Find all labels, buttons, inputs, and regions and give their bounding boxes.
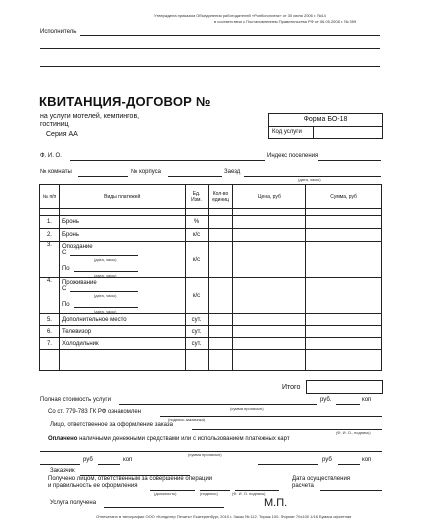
row-unit: сут. xyxy=(185,326,208,338)
table-header-row xyxy=(40,185,382,209)
row-stay-cell xyxy=(59,278,185,314)
fio-input[interactable] xyxy=(70,160,265,161)
paid-rub-input[interactable] xyxy=(40,464,80,465)
row-qty[interactable] xyxy=(208,326,233,338)
col-unit: Ед. Изм. xyxy=(185,185,208,209)
to-label: По xyxy=(61,266,70,272)
paid-line xyxy=(48,436,290,443)
col-sum: Сумма, руб xyxy=(306,185,382,209)
total-label: Итого xyxy=(282,384,301,391)
row-sum[interactable] xyxy=(306,278,382,314)
paid-kop-input-2[interactable] xyxy=(338,464,360,465)
paid-rub-2: руб xyxy=(322,457,332,463)
table-row[interactable] xyxy=(40,338,382,350)
row-sum[interactable] xyxy=(306,338,382,350)
row-qty[interactable] xyxy=(208,229,233,242)
row-sum[interactable] xyxy=(306,242,382,278)
row-unit: к/с xyxy=(185,278,208,314)
row-unit: % xyxy=(185,216,208,229)
paid-words-hint: (сумма прописью) xyxy=(188,452,222,457)
executor-line-3[interactable] xyxy=(40,66,380,67)
full-cost-hint: (сумма прописью) xyxy=(230,406,264,411)
fio-hint: (Ф. И. О. подпись) xyxy=(232,491,266,496)
table-row[interactable] xyxy=(40,229,382,242)
index-label: Индекс поселения xyxy=(267,153,319,159)
row-qty[interactable] xyxy=(208,216,233,229)
received-label-2: и правильность ее оформления xyxy=(48,483,138,489)
to-label: По xyxy=(61,302,70,308)
row-label: Телевизор xyxy=(59,326,185,338)
approval-note-2: в соответствии с Постановлением Правительства РФ от 06.05.2008 г. № 359 xyxy=(214,19,357,24)
calc-date-label-2: расчета xyxy=(292,483,314,489)
table-row[interactable] xyxy=(40,278,382,314)
stay-to xyxy=(62,302,183,312)
subtitle-2: гостиниц xyxy=(40,121,69,128)
paid-bold: Оплачено xyxy=(48,436,78,442)
stay-to-hint: (дата, часы) xyxy=(93,309,117,314)
row-price[interactable] xyxy=(233,216,306,229)
paid-rub: руб xyxy=(83,457,93,463)
approval-note: Утверждена приказом Объединения работодателей «Ропбогслиега» от 30 июня 2006 г. №14 xyxy=(154,13,326,18)
table-spacer-row xyxy=(40,209,382,216)
row-sum[interactable] xyxy=(306,229,382,242)
late-from xyxy=(62,250,183,266)
row-label: Бронь xyxy=(59,229,185,242)
late-to-input[interactable] xyxy=(74,271,138,272)
table-spacer-row xyxy=(40,350,382,371)
paid-kop-input[interactable] xyxy=(98,464,120,465)
late-to-hint: (дата, часы) xyxy=(93,273,117,278)
stay-from xyxy=(62,286,183,302)
row-label: Проживание xyxy=(61,280,97,286)
row-num: 3. xyxy=(40,242,60,278)
room-label: № комнаты xyxy=(40,169,72,175)
row-price[interactable] xyxy=(233,242,306,278)
row-label: Опоздание xyxy=(61,244,93,250)
client-label: Заказчик xyxy=(50,468,75,474)
col-qty: Кол-во единиц xyxy=(208,185,233,209)
full-cost-kop: коп xyxy=(362,397,372,403)
service-code-label: Код услуги xyxy=(272,129,302,135)
row-price[interactable] xyxy=(233,338,306,350)
row-unit: к/с xyxy=(185,229,208,242)
late-from-input[interactable] xyxy=(70,255,138,256)
room-input[interactable] xyxy=(78,176,128,177)
row-sum[interactable] xyxy=(306,314,382,326)
responsible-label: Лицо, ответственное за оформление заказа xyxy=(50,422,173,428)
service-code-divider xyxy=(313,126,314,138)
articles-label: Со ст. 779-783 ГК РФ ознакомлен xyxy=(48,409,141,415)
articles-hint: (подпись заказчика) xyxy=(168,417,206,422)
responsible-hint: (Ф. И. О., подпись) xyxy=(336,430,371,435)
service-received-input[interactable] xyxy=(104,507,224,508)
row-num: 2. xyxy=(40,229,60,242)
row-price[interactable] xyxy=(233,326,306,338)
stay-from-input[interactable] xyxy=(70,291,138,292)
table-row[interactable] xyxy=(40,326,382,338)
form-code: Форма БО-18 xyxy=(303,116,348,123)
service-code-box[interactable] xyxy=(268,126,383,139)
position-hint: (должность) xyxy=(154,491,177,496)
full-cost-input[interactable] xyxy=(119,404,317,405)
table-row[interactable] xyxy=(40,242,382,278)
row-qty[interactable] xyxy=(208,338,233,350)
row-price[interactable] xyxy=(233,314,306,326)
signature-hint: (подпись) xyxy=(200,491,218,496)
row-num: 6. xyxy=(40,326,60,338)
row-label: Дополнительное место xyxy=(59,314,185,326)
form-code-box xyxy=(268,113,383,127)
from-label: С xyxy=(61,286,67,292)
row-num: 4. xyxy=(40,278,60,314)
total-box[interactable] xyxy=(306,380,383,394)
fio-label: Ф. И. О. xyxy=(40,153,62,159)
row-num: 5. xyxy=(40,314,60,326)
full-cost-kop-input[interactable] xyxy=(336,404,360,405)
stay-to-input[interactable] xyxy=(74,307,138,308)
row-sum[interactable] xyxy=(306,326,382,338)
paid-kop-2: коп xyxy=(362,457,372,463)
series: Серия АА xyxy=(46,131,78,138)
executor-line[interactable] xyxy=(80,35,380,36)
arrival-label: Заезд xyxy=(224,169,241,175)
table-row[interactable] xyxy=(40,216,382,229)
row-late-cell xyxy=(59,242,185,278)
arrival-hint: (дата, часы) xyxy=(298,177,321,182)
calc-date-label: Дата осуществления xyxy=(292,476,351,482)
row-num: 1. xyxy=(40,216,60,229)
calc-date-input[interactable] xyxy=(320,490,382,491)
row-unit: сут. xyxy=(185,314,208,326)
late-to xyxy=(62,266,183,276)
building-label: № корпуса xyxy=(131,169,161,175)
full-cost-rub: руб. xyxy=(320,397,332,403)
col-num: № п/п xyxy=(40,185,60,209)
row-qty[interactable] xyxy=(208,314,233,326)
service-received-label: Услуга получена xyxy=(50,500,97,506)
row-label: Холодильник xyxy=(59,338,185,350)
paid-text: наличными денежными средствами или с использованием платежных карт xyxy=(79,436,290,442)
from-label: С xyxy=(61,250,67,256)
late-from-hint: (дата, часы) xyxy=(93,257,117,262)
subtitle: на услуги мотелей, кемпингов, xyxy=(40,113,140,120)
col-type: Виды платежей xyxy=(59,185,185,209)
building-input[interactable] xyxy=(168,176,222,177)
row-num: 7. xyxy=(40,338,60,350)
paid-kop: коп xyxy=(123,457,133,463)
document-title: КВИТАНЦИЯ-ДОГОВОР № xyxy=(39,94,211,109)
executor-line-2[interactable] xyxy=(40,48,380,49)
paid-rub-input-2[interactable] xyxy=(258,464,318,465)
executor-label: Исполнитель xyxy=(40,29,77,35)
full-cost-label: Полная стоимость услуги xyxy=(40,397,111,403)
row-qty[interactable] xyxy=(208,242,233,278)
stamp-place: М.П. xyxy=(264,497,288,509)
row-price[interactable] xyxy=(233,278,306,314)
stay-from-hint: (дата, часы) xyxy=(93,293,117,298)
row-qty[interactable] xyxy=(208,278,233,314)
received-label: Получено лицом, ответственным за совершение операции xyxy=(48,476,213,482)
index-input[interactable] xyxy=(318,160,381,161)
col-price: Цена, руб xyxy=(233,185,306,209)
payments-table xyxy=(39,184,382,371)
row-unit: сут. xyxy=(185,338,208,350)
printer-info: Отпечатано в типографии ООО «Кондитер Печать» Екатеринбург, 2010 г. Заказ № 112. Тираж 100. Формат 70х100 1/16 Бумага офсетная xyxy=(96,514,352,519)
row-price[interactable] xyxy=(233,229,306,242)
table-row[interactable] xyxy=(40,314,382,326)
row-sum[interactable] xyxy=(306,216,382,229)
row-label: Бронь xyxy=(59,216,185,229)
row-unit: к/с xyxy=(185,242,208,278)
